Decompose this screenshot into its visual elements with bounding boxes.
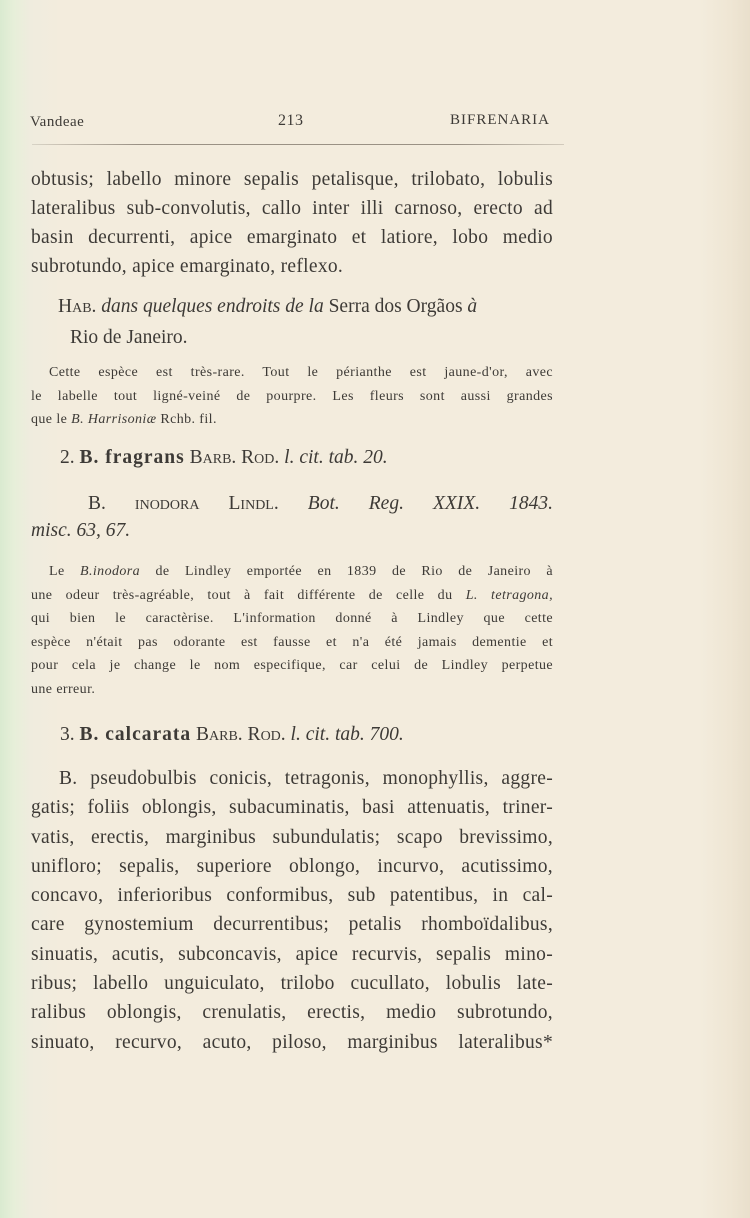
text-line: B. pseudobulbis conicis, tetragonis, monophyllis, aggre- xyxy=(59,768,553,789)
author: Barb. Rod. xyxy=(189,447,280,468)
text-line: unifloro; sepalis, superiore oblongo, incurvo, acutissimo, xyxy=(31,855,553,877)
note-line: Cette espèce est très-rare. Tout le périanthe est jaune-d'or, avec xyxy=(49,365,553,380)
text-line: concavo, inferioribus conformibus, sub patentibus, in cal- xyxy=(31,885,553,907)
note-paragraph-1 xyxy=(31,361,553,432)
text-line: sinuato, recurvo, acuto, piloso, marginibus lateralibus* xyxy=(31,1031,553,1053)
text-line: sinuatis, acutis, subconcavis, apice recurvis, sepalis mino- xyxy=(31,943,553,965)
note-text: que le xyxy=(31,412,68,427)
note-text: de Lindley emportée en 1839 de Rio de Janeiro à xyxy=(155,564,554,579)
description-paragraph-3 xyxy=(31,764,553,1057)
text-line: ralibus oblongis, crenulatis, erectis, medio subrotundo, xyxy=(31,1002,553,1024)
text-line: ribus; labello unguiculato, trilobo cucullato, lobulis late- xyxy=(31,973,553,995)
page-number: 213 xyxy=(278,112,304,129)
header-genus-title: BIFRENARIA xyxy=(449,112,550,128)
species-name: B.inodora xyxy=(80,564,141,579)
note-line: qui bien le caractèrise. L'information donné à Lindley que cette xyxy=(31,611,553,626)
habitat-italic-2: à xyxy=(467,296,478,317)
text-line: lateralibus sub-convolutis, callo inter illi carnoso, erecto ad xyxy=(31,198,553,219)
note-line: pour cela je change le nom especifique, car celui de Lindley perpetue xyxy=(31,658,553,673)
reference: l. cit. tab. 700. xyxy=(290,724,404,745)
synonym-author: Lindl. xyxy=(228,493,279,514)
text-line: care gynostemium decurrentibus; petalis rhomboïdalibus, xyxy=(31,914,553,936)
note-text: Rchb. fil. xyxy=(160,412,217,427)
reference: l. cit. tab. 20. xyxy=(284,447,388,468)
species-name: L. tetragona, xyxy=(465,587,553,603)
synonym-reference: Bot. Reg. XXIX. 1843. xyxy=(307,493,553,514)
habitat-statement xyxy=(58,291,558,353)
synonym-reference-2: misc. 63, 67. xyxy=(31,520,131,541)
synonym-line xyxy=(31,490,553,517)
species-name: B. fragrans xyxy=(79,447,185,468)
species-name: B. Harrisoniæ xyxy=(71,412,157,427)
entry-number: 3. xyxy=(60,724,75,745)
note-text: une odeur très-agréable, tout à fait différente de celle du xyxy=(31,587,453,603)
synonym-2 xyxy=(31,490,553,544)
header-section-title: Vandeae xyxy=(30,114,85,130)
text-line: subrotundo, apice emarginato, reflexo. xyxy=(31,256,344,277)
text-line: basin decurrenti, apice emarginato et latiore, lobo medio xyxy=(31,227,553,248)
author: Barb. Rod. xyxy=(196,724,286,745)
text-line: obtusis; labello minore sepalis petalisque, trilobato, lobulis xyxy=(31,169,553,190)
species-name: B. calcarata xyxy=(79,724,192,745)
description-paragraph-1 xyxy=(31,165,553,281)
header-rule xyxy=(32,144,564,145)
habitat-location: Serra dos Orgãos xyxy=(328,296,463,317)
note-line xyxy=(31,560,553,584)
note-line: une erreur. xyxy=(31,681,96,697)
synonym-epithet: inodora xyxy=(134,493,200,514)
synonym-genus: B. xyxy=(88,493,106,514)
habitat-label: Hab. xyxy=(58,296,97,317)
note-paragraph-2 xyxy=(31,560,553,701)
habitat-italic: dans quelques endroits de la xyxy=(101,296,324,317)
species-entry-3 xyxy=(60,724,560,746)
entry-number: 2. xyxy=(60,447,75,468)
text-line: vatis, erectis, marginibus subundulatis; scapo brevissimo, xyxy=(31,826,553,848)
running-header xyxy=(30,108,550,134)
note-line xyxy=(31,408,553,432)
species-entry-2 xyxy=(60,447,560,469)
habitat-line-2: Rio de Janeiro. xyxy=(70,327,188,348)
note-line xyxy=(31,584,553,608)
note-line: le labelle tout ligné-veiné de pourpre. Les fleurs sont aussi grandes xyxy=(31,388,553,404)
note-text: Le xyxy=(49,564,65,579)
note-line: espèce n'était pas odorante est fausse et n'a été jamais dementie et xyxy=(31,634,553,650)
text-line: gatis; foliis oblongis, subacuminatis, basi attenuatis, triner- xyxy=(31,797,553,819)
